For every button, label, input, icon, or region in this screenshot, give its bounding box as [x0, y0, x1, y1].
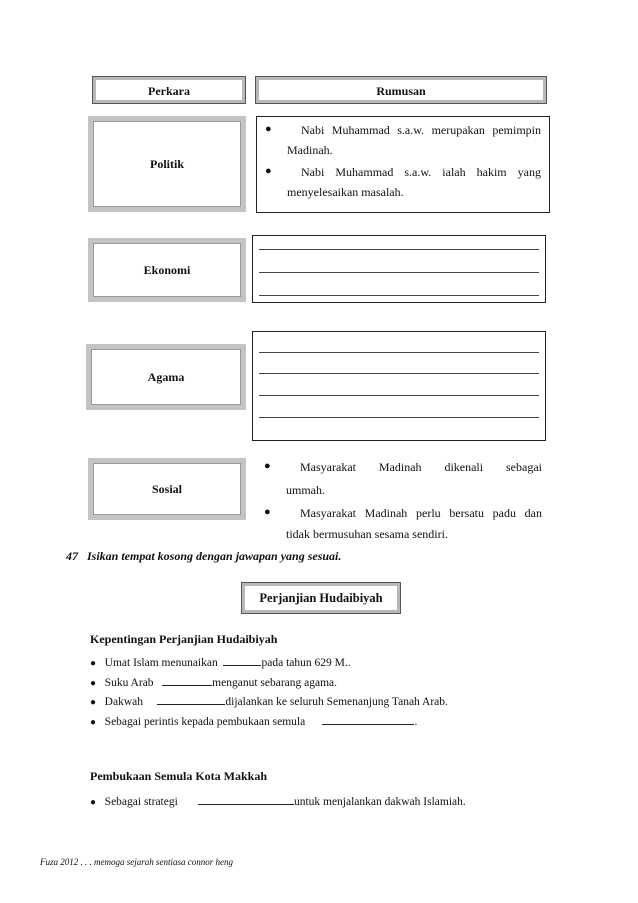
item-text: .	[414, 716, 418, 728]
perkara-politik	[88, 116, 246, 212]
rumusan-text: Masyarakat Madinah perlu bersatu padu dan	[300, 506, 542, 520]
blank-line[interactable]	[259, 249, 539, 250]
item-text: dijalankan ke seluruh Semenanjung Tanah Arab.	[225, 696, 448, 708]
topic-box: Perjanjian Hudaibiyah	[241, 582, 401, 614]
answer-blank[interactable]	[198, 792, 294, 805]
perkara-sosial	[88, 458, 246, 520]
section-title: Pembukaan Semula Kota Makkah	[90, 769, 268, 783]
rumusan-ekonomi	[252, 235, 546, 303]
blank-line[interactable]	[259, 373, 539, 374]
rumusan-text: menyelesaikan masalah.	[287, 185, 404, 199]
rumusan-sosial	[256, 452, 550, 542]
answer-blank[interactable]	[162, 673, 212, 686]
blank-line[interactable]	[259, 295, 539, 296]
bullet-icon: ●	[264, 460, 271, 472]
item-text: pada tahun 629 M..	[261, 657, 351, 669]
blank-line[interactable]	[259, 395, 539, 396]
perkara-agama	[86, 344, 246, 410]
question-line	[66, 549, 546, 565]
perkara-ekonomi	[88, 238, 246, 302]
bullet-icon: ●	[265, 123, 272, 135]
item-text: Sebagai perintis kepada pembukaan semula	[104, 716, 306, 728]
item-text: Dakwah	[104, 696, 143, 708]
bullet-icon: ●	[90, 717, 97, 728]
bullet-icon: ●	[264, 506, 271, 518]
list-item	[90, 653, 540, 669]
header-rumusan: Rumusan	[255, 76, 547, 104]
blank-line[interactable]	[259, 352, 539, 353]
answer-blank[interactable]	[157, 692, 225, 705]
list-item	[90, 792, 540, 808]
list-item	[90, 692, 540, 708]
rumusan-text: Masyarakat Madinah dikenali sebagai	[300, 460, 542, 474]
bullet-icon: ●	[90, 697, 97, 708]
item-text: Suku Arab	[104, 677, 154, 689]
answer-blank[interactable]	[223, 653, 261, 666]
blank-line[interactable]	[259, 272, 539, 273]
rumusan-text: ummah.	[286, 483, 325, 497]
rumusan-text: tidak bermusuhan sesama sendiri.	[286, 527, 448, 541]
list-item	[90, 712, 540, 728]
answer-blank[interactable]	[322, 712, 414, 725]
item-text: Sebagai strategi	[104, 796, 178, 808]
rumusan-text: Nabi Muhammad s.a.w. merupakan pemimpin	[301, 123, 541, 137]
footer-text: Fuza 2012 . . . memoga sejarah sentiasa connor heng	[40, 857, 233, 867]
item-text: menganut sebarang agama.	[212, 677, 338, 689]
bullet-icon: ●	[90, 658, 97, 669]
header-perkara: Perkara	[92, 76, 246, 104]
list-item	[90, 673, 540, 689]
perkara-label: Agama	[147, 369, 185, 384]
question-number: 47	[66, 549, 78, 563]
item-text: untuk menjalankan dakwah Islamiah.	[293, 796, 466, 808]
item-text: Umat Islam menunaikan	[104, 657, 218, 669]
bullet-icon: ●	[90, 678, 97, 689]
perkara-label: Sosial	[151, 481, 182, 496]
rumusan-politik	[256, 116, 550, 213]
rumusan-agama	[252, 331, 546, 441]
rumusan-text: Madinah.	[287, 143, 333, 157]
rumusan-text: Nabi Muhammad s.a.w. ialah hakim yang	[301, 165, 541, 179]
perkara-label: Ekonomi	[143, 262, 191, 277]
question-instruction: Isikan tempat kosong dengan jawapan yang sesuai.	[87, 549, 342, 563]
bullet-icon: ●	[90, 797, 97, 808]
perkara-label: Politik	[149, 156, 184, 171]
section-title: Kepentingan Perjanjian Hudaibiyah	[90, 632, 278, 646]
blank-line[interactable]	[259, 417, 539, 418]
bullet-icon: ●	[265, 165, 272, 177]
